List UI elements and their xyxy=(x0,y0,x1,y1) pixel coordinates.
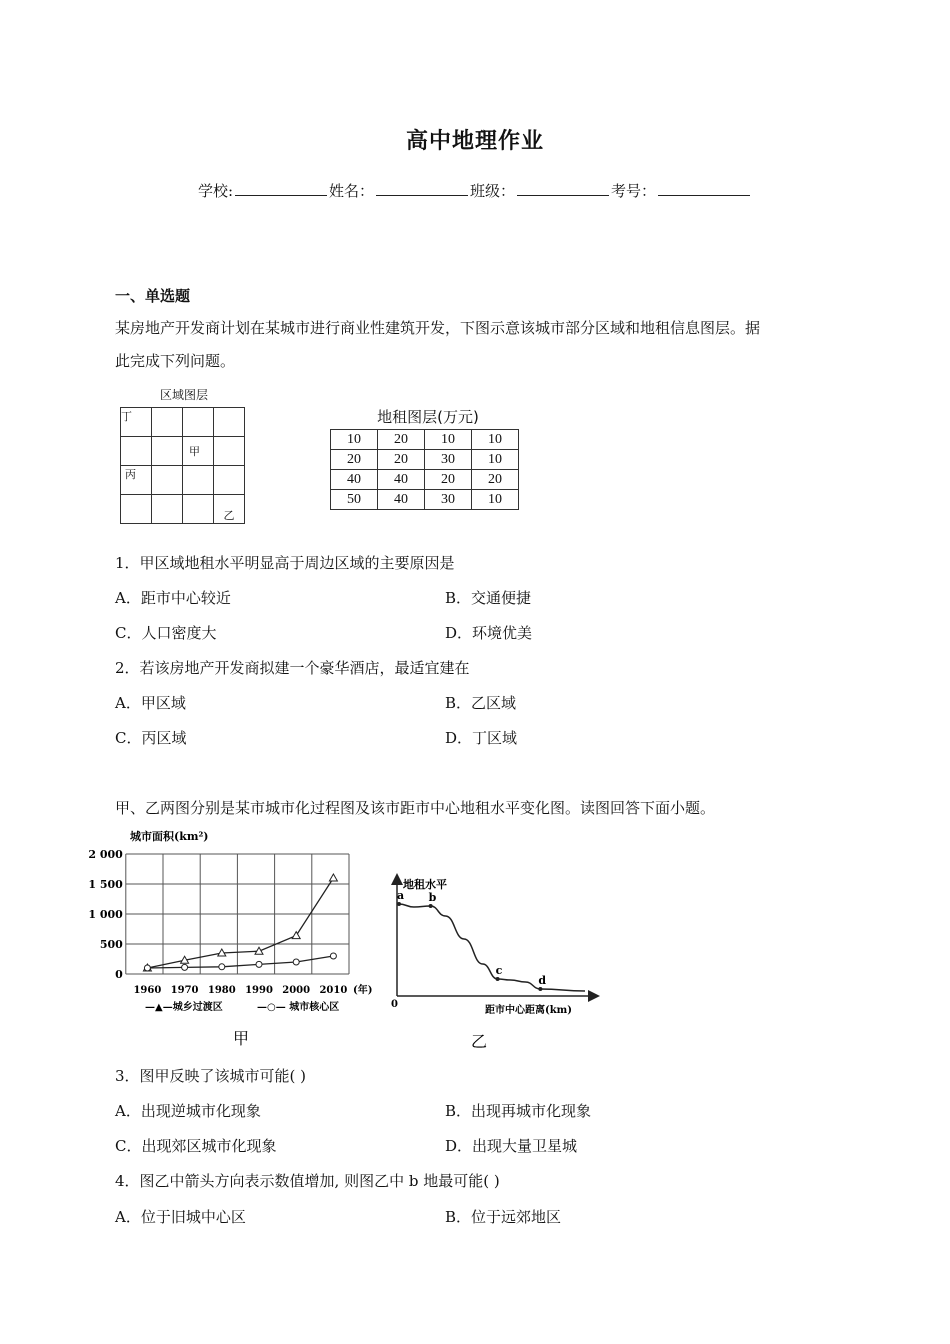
zone-cell xyxy=(121,466,152,495)
q1-option-a[interactable]: A．距市中心较近 xyxy=(115,589,231,607)
rent-cell: 20 xyxy=(378,430,425,450)
point-c xyxy=(496,977,500,981)
zone-cell xyxy=(152,408,183,437)
zone-cell xyxy=(183,437,214,466)
rent-table xyxy=(330,429,519,510)
group1-intro xyxy=(115,312,840,378)
rent-map-title: 地租图层(万元) xyxy=(377,408,479,426)
question-2-stem: 2．若该房地产开发商拟建一个豪华酒店，最适宜建在 xyxy=(115,659,470,677)
school-label: 学校: xyxy=(197,182,233,200)
group2-intro: 甲、乙两图分别是某市城市化过程图及该市距市中心地租水平变化图。读图回答下面小题。 xyxy=(115,799,716,817)
chart2-y-label: 地租水平 xyxy=(403,878,447,891)
zone-cell xyxy=(214,495,245,524)
zone-cell xyxy=(214,408,245,437)
point-label-d: d xyxy=(538,974,547,987)
y-tick-label: 2 000 xyxy=(88,848,123,861)
q3-option-d[interactable]: D．出现大量卫星城 xyxy=(445,1137,578,1155)
point-b xyxy=(429,904,433,908)
q1-option-d[interactable]: D．环境优美 xyxy=(445,624,533,642)
zone-cell xyxy=(152,466,183,495)
q2-option-d[interactable]: D．丁区域 xyxy=(445,729,518,747)
q1-option-c[interactable]: C．人口密度大 xyxy=(115,624,217,642)
y-tick-label: 1 000 xyxy=(88,908,123,921)
rent-cell: 40 xyxy=(378,470,425,490)
x-tick-label: 1970 xyxy=(170,985,199,996)
x-tick-label: 1960 xyxy=(133,985,162,996)
rent-row xyxy=(331,430,519,450)
id-label: 考号： xyxy=(611,182,657,200)
zone-cell xyxy=(121,495,152,524)
zone-label-ding: 丁 xyxy=(121,410,132,423)
q3-option-a[interactable]: A．出现逆城市化现象 xyxy=(115,1102,261,1120)
point-a xyxy=(397,902,401,906)
chart1-x-unit: (年) xyxy=(353,985,373,996)
q4-option-a[interactable]: A．位于旧城中心区 xyxy=(115,1208,246,1226)
q2-option-c[interactable]: C．丙区域 xyxy=(115,729,187,747)
y-tick-label: 0 xyxy=(115,968,123,981)
page-title: 高中地理作业 xyxy=(405,129,544,154)
rent-cell: 10 xyxy=(472,430,519,450)
chart1-x-ticks xyxy=(133,985,347,996)
triangle-marker xyxy=(292,932,300,939)
rent-cell: 20 xyxy=(331,450,378,470)
triangle-marker xyxy=(329,874,337,881)
chart2-points xyxy=(397,889,546,991)
group1-intro-line1: 某房地产开发商计划在某城市进行商业性建筑开发，下图示意该城市部分区域和地租信息图层。据 xyxy=(115,319,761,337)
circle-marker xyxy=(330,953,336,959)
rent-cell: 10 xyxy=(472,450,519,470)
question-4-stem: 4．图乙中箭头方向表示数值增加, 则图乙中 b 地最可能( ) xyxy=(115,1172,500,1190)
zone-cell xyxy=(183,466,214,495)
zone-cell xyxy=(183,408,214,437)
rent-cell: 40 xyxy=(378,490,425,510)
chart1-series xyxy=(143,874,337,971)
point-label-b: b xyxy=(428,891,437,904)
group1-intro-line2: 此完成下列问题。 xyxy=(115,352,236,370)
circle-marker xyxy=(219,964,225,970)
zone-label-yi: 乙 xyxy=(223,509,235,522)
y-tick-label: 500 xyxy=(99,938,123,951)
q3-option-b[interactable]: B．出现再城市化现象 xyxy=(445,1102,592,1120)
circle-marker xyxy=(182,964,188,970)
rent-cell: 40 xyxy=(331,470,378,490)
land-rent-chart xyxy=(385,870,605,1050)
circle-marker xyxy=(256,961,262,967)
zone-label-jia: 甲 xyxy=(189,445,200,458)
question-1-stem: 1．甲区域地租水平明显高于周边区域的主要原因是 xyxy=(115,554,455,572)
rent-cell: 30 xyxy=(425,490,472,510)
chart1-title: 城市面积(km²) xyxy=(130,830,209,843)
y-tick-label: 1 500 xyxy=(88,878,123,891)
legend-transition-zone: —▲—城乡过渡区 xyxy=(145,1002,223,1013)
zone-cell xyxy=(152,437,183,466)
school-blank[interactable] xyxy=(235,181,327,196)
legend-core-zone: —○— 城市核心区 xyxy=(257,1002,340,1013)
zone-map-title: 区域图层 xyxy=(159,388,208,402)
x-tick-label: 2010 xyxy=(319,985,348,996)
point-label-a: a xyxy=(397,889,405,902)
urbanization-chart xyxy=(88,828,390,1050)
zone-cell xyxy=(121,408,152,437)
chart1-grid xyxy=(126,854,349,974)
rent-curve xyxy=(399,904,585,991)
chart1-caption: 甲 xyxy=(233,1029,250,1048)
rent-cell: 20 xyxy=(425,470,472,490)
circle-marker xyxy=(144,965,150,971)
rent-cell: 10 xyxy=(331,430,378,450)
class-blank[interactable] xyxy=(517,181,609,196)
zone-map xyxy=(120,386,248,524)
chart1-y-ticks xyxy=(88,848,123,981)
series-line-0 xyxy=(147,878,333,968)
zone-cell xyxy=(183,495,214,524)
name-label: 姓名： xyxy=(329,182,375,200)
rent-cell: 20 xyxy=(378,450,425,470)
rent-cell: 30 xyxy=(425,450,472,470)
circle-marker xyxy=(293,959,299,965)
zone-cell xyxy=(214,437,245,466)
x-tick-label: 1990 xyxy=(245,985,273,996)
class-label: 班级： xyxy=(470,182,516,200)
name-blank[interactable] xyxy=(376,181,468,196)
zone-label-bing: 丙 xyxy=(125,468,136,481)
q3-option-c[interactable]: C．出现郊区城市化现象 xyxy=(115,1137,277,1155)
rent-row xyxy=(331,470,519,490)
rent-row xyxy=(331,490,519,510)
zone-grid xyxy=(120,407,245,524)
q1-option-b[interactable]: B．交通便捷 xyxy=(445,589,532,607)
q2-option-a[interactable]: A．甲区域 xyxy=(115,694,186,712)
q2-option-b[interactable]: B．乙区域 xyxy=(445,694,517,712)
chart2-caption: 乙 xyxy=(471,1032,488,1051)
rent-cell: 10 xyxy=(425,430,472,450)
question-3-stem: 3．图甲反映了该城市可能( ) xyxy=(115,1067,307,1085)
x-tick-label: 2000 xyxy=(282,985,311,996)
x-tick-label: 1980 xyxy=(207,985,236,996)
chart2-x-label: 距市中心距离(km) xyxy=(485,1005,572,1016)
q4-option-b[interactable]: B．位于远郊地区 xyxy=(445,1208,562,1226)
section-heading: 一、单选题 xyxy=(115,287,191,305)
point-label-c: c xyxy=(495,964,503,977)
chart2-origin: 0 xyxy=(391,999,398,1010)
student-info-line xyxy=(0,180,950,201)
zone-cell xyxy=(152,495,183,524)
rent-cell: 20 xyxy=(472,470,519,490)
point-d xyxy=(538,987,542,991)
zone-cell xyxy=(121,437,152,466)
rent-cell: 10 xyxy=(472,490,519,510)
zone-cell xyxy=(214,466,245,495)
id-blank[interactable] xyxy=(658,181,750,196)
rent-row xyxy=(331,450,519,470)
rent-cell: 50 xyxy=(331,490,378,510)
rent-map xyxy=(330,406,526,510)
